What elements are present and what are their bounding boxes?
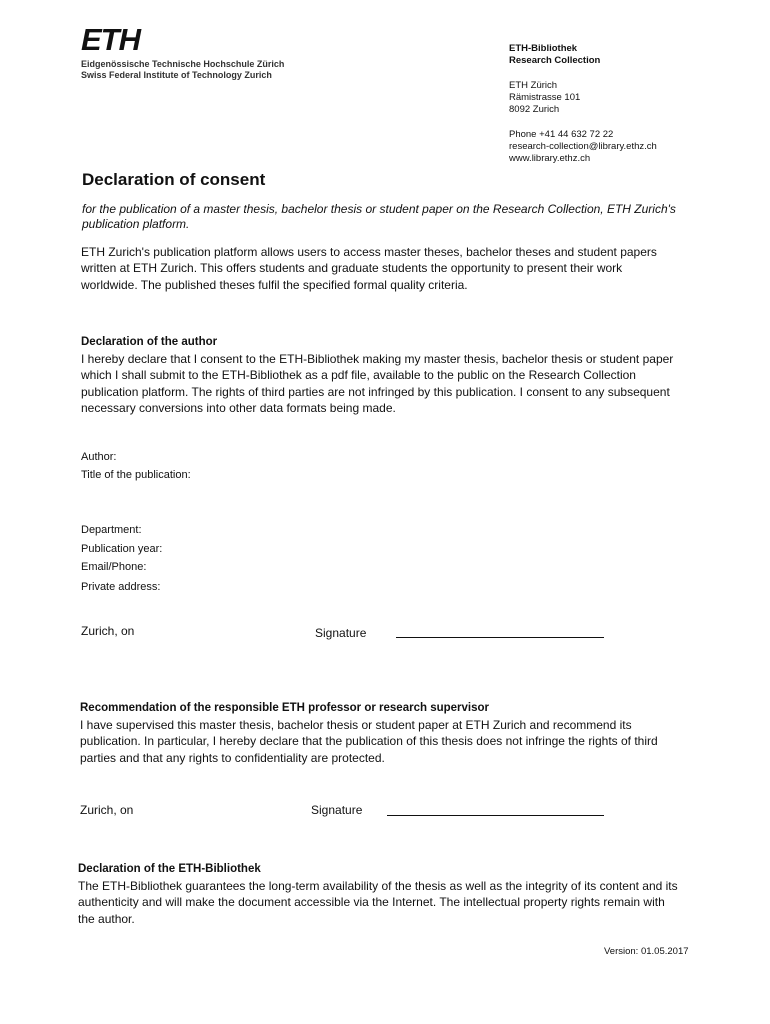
institution-name-german: Eidgenössische Technische Hochschule Zürich [81, 59, 285, 69]
address-website[interactable]: www.library.ethz.ch [509, 153, 591, 164]
author-field-label: Author: [81, 451, 117, 463]
email-phone-field-label: Email/Phone: [81, 561, 147, 573]
supervisor-signature-line[interactable] [387, 815, 604, 816]
address-dept: Research Collection [509, 55, 601, 66]
institution-name-english: Swiss Federal Institute of Technology Zurich [81, 70, 272, 80]
page-subtitle: for the publication of a master thesis, bachelor thesis or student paper on the Research Collection, ETH Zurich's publication platform. [82, 202, 676, 231]
eth-logo: ETH [81, 22, 140, 57]
publication-year-field-label: Publication year: [81, 543, 163, 555]
private-address-field-label: Private address: [81, 581, 161, 593]
address-city: 8092 Zurich [509, 104, 560, 115]
page-title: Declaration of consent [82, 170, 266, 189]
address-org: ETH-Bibliothek [509, 43, 578, 54]
library-section-body: The ETH-Bibliothek guarantees the long-term availability of the thesis as well as the integrity of its content and its authenticity and will make the document accessible via the Internet. The intellectual property rights remain with the author. [78, 879, 678, 926]
address-street: Rämistrasse 101 [509, 92, 581, 103]
library-section-heading: Declaration of the ETH-Bibliothek [78, 863, 261, 875]
department-field-label: Department: [81, 524, 142, 536]
publication-title-field-label: Title of the publication: [81, 469, 191, 481]
address-phone: Phone +41 44 632 72 22 [509, 129, 614, 140]
author-section-body: I hereby declare that I consent to the ETH-Bibliothek making my master thesis, bachelor thesis or student paper which I shall submit to the ETH-Bibliothek as a pdf file, available to the public on the Research Collection publication platform. The rights of third parties are not infringed by this publication. I consent to any subsequent necessary conversions into other data formats being made. [81, 352, 674, 415]
address-email[interactable]: research-collection@library.ethz.ch [509, 141, 657, 152]
author-section-heading: Declaration of the author [81, 336, 218, 348]
recommendation-body: I have supervised this master thesis, bachelor thesis or student paper at ETH Zurich and recommend its publication. In particular, I hereby declare that the publication of this thesis does not infringe the rights of third parties and that any rights to confidentiality are protected. [80, 718, 658, 765]
author-signature-line[interactable] [396, 637, 604, 638]
supervisor-signature-label: Signature [311, 803, 363, 817]
address-line1: ETH Zürich [509, 80, 558, 91]
author-signature-label: Signature [315, 626, 367, 640]
author-place-date: Zurich, on [81, 624, 135, 638]
recommendation-heading: Recommendation of the responsible ETH professor or research supervisor [80, 702, 489, 714]
intro-paragraph: ETH Zurich's publication platform allows users to access master theses, bachelor theses and student papers written at ETH Zurich. This offers students and graduate students the opportunity to present their work worldwide. The published theses fulfil the specified formal quality criteria. [81, 245, 657, 292]
supervisor-place-date: Zurich, on [80, 803, 134, 817]
version-label: Version: 01.05.2017 [604, 946, 689, 957]
